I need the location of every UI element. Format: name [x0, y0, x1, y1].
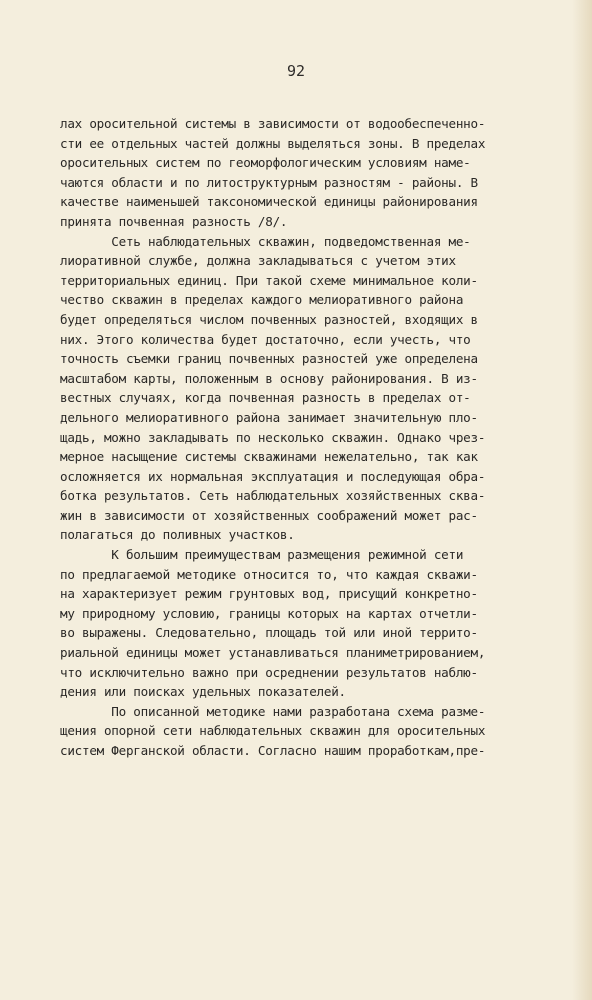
text-line: чаются области и по литоструктурным разностям - районы. В [60, 174, 478, 190]
text-line: лах оросительной системы в зависимости от водообеспеченно- [60, 116, 486, 131]
text-line: масштабом карты, положенным в основу районирования. В из- [60, 370, 478, 386]
text-line: во выражены. Следовательно, площадь той или иной террито- [60, 625, 478, 641]
text-line: лиоративной службе, должна закладываться с учетом этих [60, 253, 456, 269]
text-line: точность съемки границ почвенных разностей уже определена [60, 351, 478, 367]
text-line: му природному условию, границы которых на картах отчетли- [60, 605, 478, 621]
text-line: К большим преимуществам размещения режимной сети [60, 547, 464, 563]
body-text [60, 114, 580, 761]
text-line: дения или поисках удельных показателей. [60, 684, 346, 700]
text-line: щадь, можно закладывать по несколько скважин. Однако чрез- [60, 429, 486, 445]
text-line: риальной единицы может устанавливаться планиметрированием, [60, 645, 486, 661]
text-line: мерное насыщение системы скважинами нежелательно, так как [60, 449, 478, 465]
text-line: По описанной методике нами разработана схема разме- [60, 703, 486, 719]
text-line: ботка результатов. Сеть наблюдательных хозяйственных сква- [60, 488, 486, 504]
text-line: дельного мелиоративного района занимает значительную пло- [60, 409, 478, 425]
text-line: жин в зависимости от хозяйственных соображений может рас- [60, 507, 478, 523]
text-line: щения опорной сети наблюдательных скважин для оросительных [60, 723, 486, 739]
page-number: 92 [286, 62, 306, 80]
text-line: оросительных систем по геоморфологическим условиям наме- [60, 155, 471, 171]
text-line: качестве наименьшей таксономической единицы районирования [60, 194, 478, 210]
text-line: территориальных единиц. При такой схеме минимальное коли- [60, 272, 478, 288]
text-line: на характеризует режим грунтовых вод, присущий конкретно- [60, 586, 478, 602]
text-line: осложняется их нормальная эксплуатация и последующая обра- [60, 468, 486, 484]
text-line: принята почвенная разность /8/. [60, 213, 288, 229]
text-line: систем Ферганской области. Согласно нашим проработкам,пре- [60, 743, 486, 758]
text-line: них. Этого количества будет достаточно, если учесть, что [60, 331, 471, 347]
text-line: полагаться до поливных участков. [60, 527, 295, 543]
text-line: сти ее отдельных частей должны выделяться зоны. В пределах [60, 135, 486, 151]
text-line: что исключительно важно при осреднении результатов наблю- [60, 664, 478, 680]
text-line: Сеть наблюдательных скважин, подведомственная ме- [60, 233, 471, 249]
text-line: будет определяться числом почвенных разностей, входящих в [60, 311, 478, 327]
text-line: чество скважин в пределах каждого мелиоративного района [60, 292, 464, 308]
text-line: по предлагаемой методике относится то, что каждая скважи- [60, 566, 478, 582]
text-line: вестных случаях, когда почвенная разность в пределах от- [60, 390, 471, 406]
